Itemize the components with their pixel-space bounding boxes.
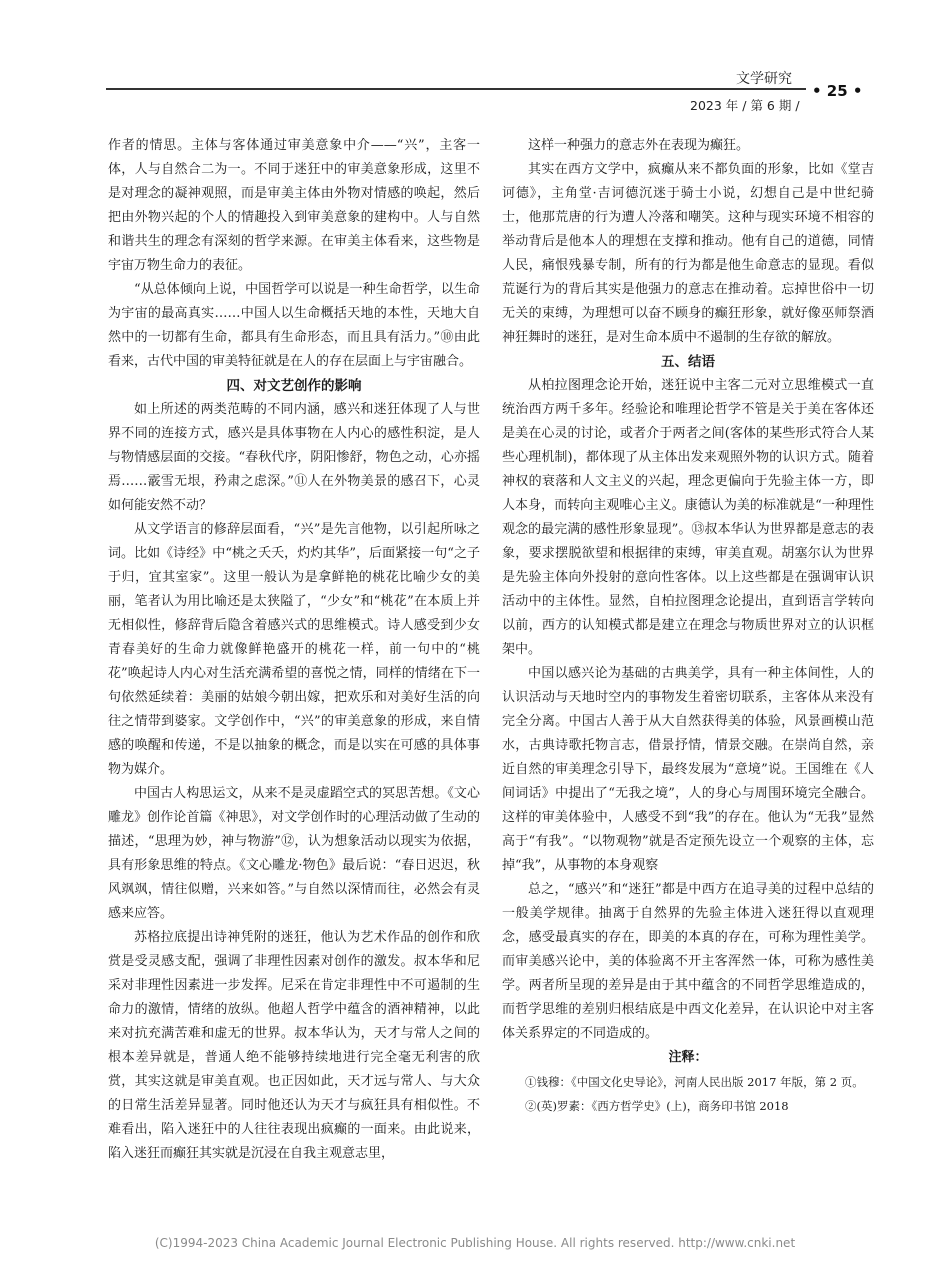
- paragraph: 如上所述的两类范畴的不同内涵，感兴和迷狂体现了人与世界不同的连接方式，感兴是具体事物在人内心的感性积淀，是人与物情感层面的交接。“春秋代序，阴阳惨舒，物色之动，心亦摇焉……霰雪无垠，矜肃之虑深。”⑪人在外物美景的感召下，心灵如何能安然不动？: [108, 402, 480, 513]
- paragraph: 总之，“感兴”和“迷狂”都是中西方在追寻美的过程中总结的一般美学规律。抽离于自然界的先验主体进入迷狂得以直观理念，感受最真实的存在，即美的本真的存在，可称为理性美学。而审美感兴论中，美的体验离不开主客浑然一体，可称为感性美学。两者所呈现的差异是由于其中蕴含的不同哲学思维造成的，而哲学思维的差别归根结底是中西文化差异，在认识论中对主客体关系界定的不同造成的。: [502, 882, 874, 1041]
- paragraph: 作者的情思。主体与客体通过审美意象中介——“兴”，主客一体，人与自然合二为一。不同于迷狂中的审美意象形成，这里不是对理念的凝神观照，而是审美主体由外物对情感的唤起，然后把由外物兴起的个人的情趣投入到审美意象的建构中。人与自然和谐共生的理念有深刻的哲学来源。在审美主体看来，这些物是宇宙万物生命力的表征。: [108, 138, 480, 273]
- notes-title: 注释：: [668, 1050, 708, 1065]
- header-rule: [106, 88, 806, 90]
- section-heading: 四、对文艺创作的影响: [226, 378, 362, 394]
- paragraph: 从文学语言的修辞层面看，“兴”是先言他物，以引起所咏之词。比如《诗经》中“桃之夭夭，灼灼其华”，后面紧接一句“之子于归，宜其室家”。这里一般认为是拿鲜艳的桃花比喻少女的美丽，笔者认为用比喻还是太狭隘了，“少女”和“桃花”在本质上并无相似性，修辞背后隐含着感兴式的思维模式。诗人感受到少女青春美好的生命力就像鲜艳盛开的桃花一样，前一句中的“桃花”唤起诗人内心对生活充满希望的喜悦之情，同样的情绪在下一句依然延续着：美丽的姑娘今朝出嫁，把欢乐和对美好生活的向往之情带到婆家。文学创作中，“兴”的审美意象的形成，来自情感的唤醒和传递，不是以抽象的概念，而是以实在可感的具体事物为媒介。: [108, 522, 480, 777]
- copyright-footer: (C)1994-2023 China Academic Journal Electronic Publishing House. All rights reserved. http://www.cnki.net: [154, 1236, 796, 1250]
- paragraph: 苏格拉底提出诗神凭附的迷狂，他认为艺术作品的创作和欣赏是受灵感支配，强调了非理性因素对创作的激发。叔本华和尼采对非理性因素进一步发挥。尼采在肯定非理性中不可遏制的生命力的激情，情绪的放纵。他超人哲学中蕴含的酒神精神，以此来对抗充满苦难和虚无的世界。叔本华认为，天才与常人之间的根本差异就是，普通人绝不能够持续地进行完全毫无利害的欣赏，其实这就是审美直观。也正因如此，天才远与常人、与大众的日常生活差异显著。同时他还认为天才与疯狂具有相似性。不难看出，陷入迷狂中的人往往表现出疯癫的一面来。由此说来，陷入迷狂而癫狂其实就是沉浸在自我主观意志里，: [108, 930, 480, 1161]
- left-column: [108, 134, 480, 1166]
- paragraph: “从总体倾向上说，中国哲学可以说是一种生命哲学，以生命为宇宙的最高真实……中国人以生命概括天地的本性，天地大自然中的一切都有生命，都具有生命形态，而且具有活力。”⑩由此看来，古代中国的审美特征就是在人的存在层面上与宇宙融合。: [108, 282, 480, 369]
- paragraph: 从柏拉图理念论开始，迷狂说中主客二元对立思维模式一直统治西方两千多年。经验论和唯理论哲学不管是关于美在客体还是美在心灵的讨论，或者介于两者之间(客体的某些形式符合人某些心理机制)，都体现了从主体出发来观照外物的认识方式。随着神权的衰落和人文主义的兴起，理念更偏向于先验主体一方，即人本身，而转向主观唯心主义。康德认为美的标准就是“一种理性观念的最完满的感性形象显现”。⑬叔本华认为世界都是意志的表象，要求摆脱欲望和根据律的束缚，审美直观。胡塞尔认为世界是先验主体向外投射的意向性客体。以上这些都是在强调审认识活动中的主体性。显然，自柏拉图理念论提出，直到语言学转向以前，西方的认知模式都是建立在理念与物质世界对立的认识框架中。: [502, 378, 874, 657]
- paragraph: 其实在西方文学中，疯癫从来不都负面的形象，比如《堂吉诃德》，主角堂·吉诃德沉迷于骑士小说，幻想自己是中世纪骑士，他那荒唐的行为遭人冷落和嘲笑。这种与现实环境不相容的举动背后是他本人的理想在支撑和推动。他有自己的道德，同情人民，痛恨残暴专制，所有的行为都是他生命意志的显现。看似荒诞行为的背后其实是他强力的意志在推动着。忘掉世俗中一切无关的束缚，为理想可以奋不顾身的癫狂形象，就好像巫师祭酒神狂舞时的迷狂，是对生命本质中不遏制的生存欲的解放。: [502, 162, 874, 345]
- journal-name: 文学研究: [736, 71, 792, 87]
- right-column: [502, 134, 874, 1118]
- section-heading: 五、结语: [661, 354, 715, 370]
- paragraph: 中国古人构思运文，从来不是灵虚蹈空式的冥思苦想。《文心雕龙》创作论首篇《神思》，对文学创作时的心理活动做了生动的描述，“思理为妙，神与物游”⑫，认为想象活动以现实为依据，具有形象思维的特点。《文心雕龙·物色》最后说：“春日迟迟，秋风飒飒，情往似赠，兴来如答。”与自然以深情而往，必然会有灵感来应答。: [108, 786, 480, 921]
- page-header: [0, 0, 950, 120]
- paragraph: 中国以感兴论为基础的古典美学，具有一种主体间性，人的认识活动与天地时空内的事物发生着密切联系，主客体从来没有完全分离。中国古人善于从大自然获得美的体验，风景画模山范水，古典诗歌托物言志，借景抒情，情景交融。在崇尚自然，亲近自然的审美理念引导下，最终发展为“意境”说。王国维在《人间词话》中提出了“无我之境”，人的身心与周围环境完全融合。这样的审美体验中，人感受不到“我”的存在。他认为“无我”显然高于“有我”。“以物观物”就是否定预先设立一个观察的主体，忘掉“我”，从事物的本身观察: [502, 666, 874, 873]
- issue-info: 2023 年 / 第 6 期 /: [690, 98, 800, 113]
- page-number: • 25 •: [812, 82, 863, 100]
- footnote: ②(英)罗素：《西方哲学史》(上)，商务印书馆 2018: [525, 1099, 789, 1113]
- footnote: ①钱穆：《中国文化史导论》，河南人民出版 2017 年版，第 2 页。: [525, 1075, 864, 1089]
- paragraph: 这样一种强力的意志外在表现为癫狂。: [528, 138, 750, 153]
